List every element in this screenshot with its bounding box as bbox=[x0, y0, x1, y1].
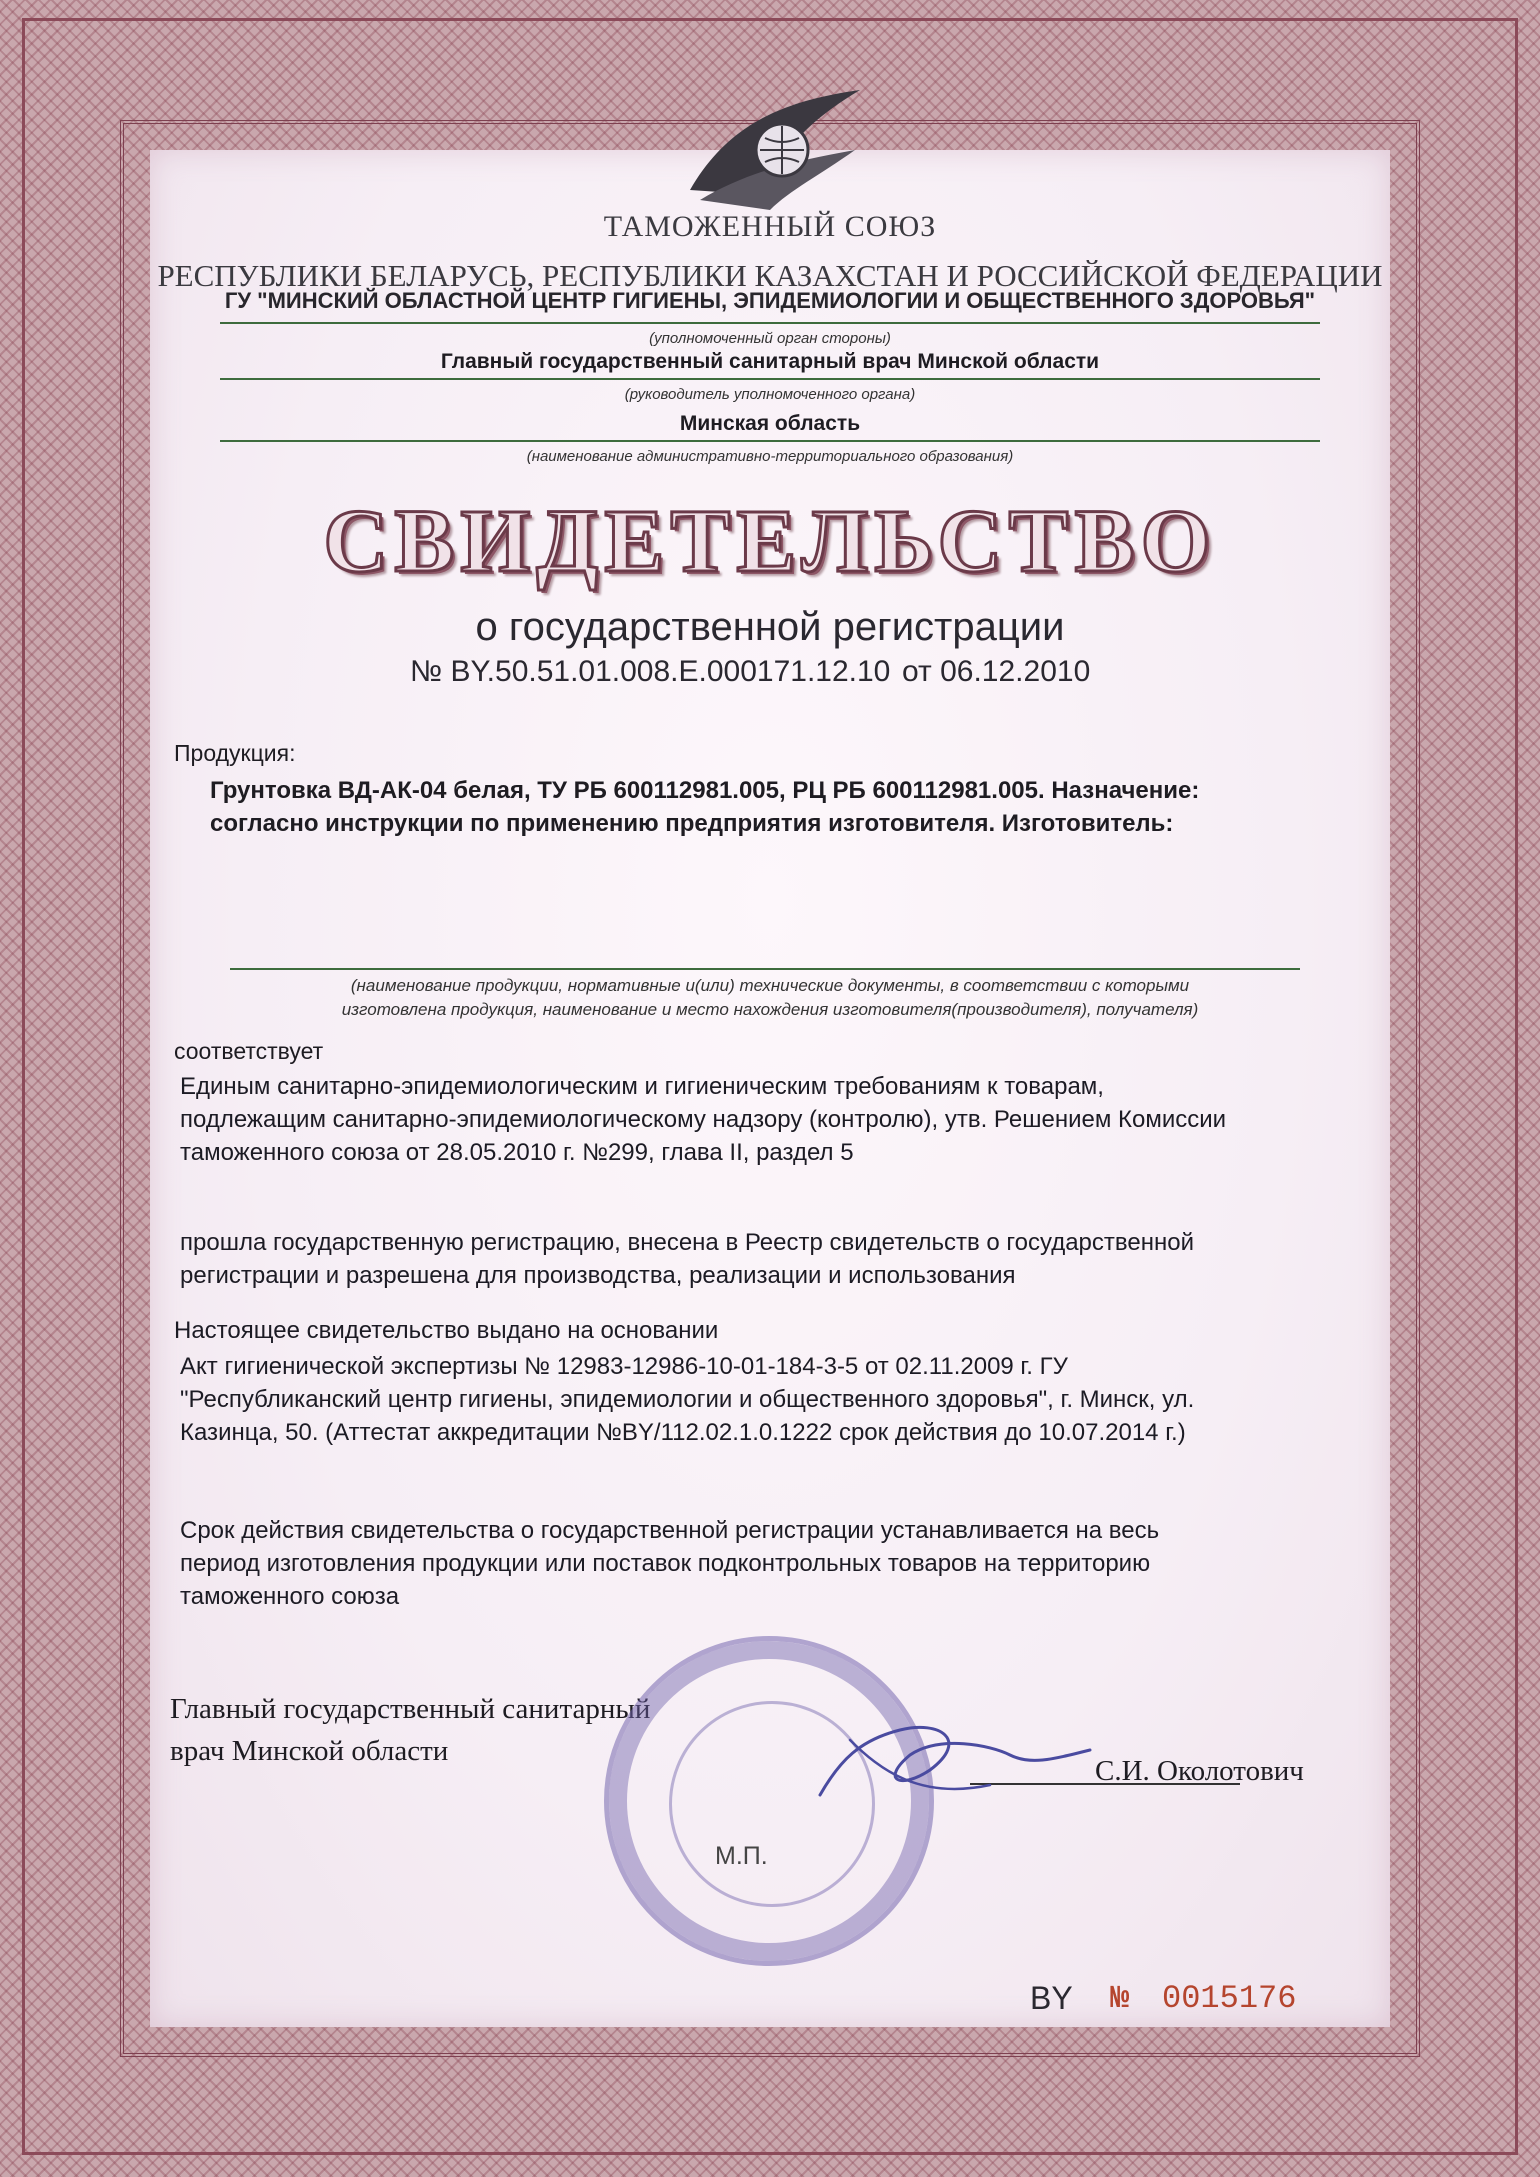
authority-name: ГУ "МИНСКИЙ ОБЛАСТНОЙ ЦЕНТР ГИГИЕНЫ, ЭПИДЕМИОЛОГИИ И ОБЩЕСТВЕННОГО ЗДОРОВЬЯ" bbox=[224, 288, 1316, 313]
region-rule bbox=[220, 440, 1320, 442]
product-label: Продукция: bbox=[174, 740, 296, 766]
region-name: Минская область bbox=[679, 412, 861, 435]
serial-number: 0015176 bbox=[1162, 1980, 1297, 2017]
certificate-subtitle: о государственной регистрации bbox=[475, 605, 1065, 649]
customs-union-emblem-icon bbox=[670, 80, 870, 220]
serial-country: BY bbox=[1030, 1980, 1073, 2016]
head-note: (руководитель уполномоченного органа) bbox=[624, 386, 916, 403]
signatory-line-2: врач Минской области bbox=[170, 1735, 449, 1767]
serial-no-sign: № bbox=[1110, 1980, 1130, 2017]
union-title: ТАМОЖЕННЫЙ СОЮЗ bbox=[603, 210, 937, 243]
signatory-name: С.И. Околотович bbox=[1095, 1755, 1304, 1787]
compliance-line-1: Единым санитарно-эпидемиологическим и гигиеническим требованиям к товарам, bbox=[180, 1073, 1104, 1100]
registration-line-2: регистрации и разрешена для производства, реализации и использования bbox=[180, 1262, 1016, 1289]
authority-note: (уполномоченный орган стороны) bbox=[649, 330, 891, 347]
product-note-1: (наименование продукции, нормативные и(или) технические документы, в соответствии с которыми bbox=[350, 976, 1190, 995]
registration-date: от 06.12.2010 bbox=[902, 655, 1091, 688]
registration-number: № BY.50.51.01.008.E.000171.12.10 bbox=[410, 655, 891, 688]
authority-rule bbox=[220, 322, 1320, 324]
validity-line-3: таможенного союза bbox=[180, 1583, 400, 1610]
basis-label: Настоящее свидетельство выдано на основании bbox=[174, 1317, 719, 1344]
compliance-line-3: таможенного союза от 28.05.2010 г. №299, глава II, раздел 5 bbox=[180, 1139, 854, 1166]
product-note-2: изготовлена продукция, наименование и место нахождения изготовителя(производителя), получателя) bbox=[341, 1000, 1199, 1019]
product-line-2: согласно инструкции по применению предприятия изготовителя. Изготовитель: bbox=[210, 810, 1174, 837]
compliance-line-2: подлежащим санитарно-эпидемиологическому надзору (контролю), утв. Решением Комиссии bbox=[180, 1106, 1227, 1133]
signature-icon bbox=[790, 1700, 1110, 1820]
head-title: Главный государственный санитарный врач Минской области bbox=[440, 350, 1100, 373]
basis-line-2: "Республиканский центр гигиены, эпидемиологии и общественного здоровья", г. Минск, ул. bbox=[180, 1386, 1195, 1413]
certificate-title: СВИДЕТЕЛЬСТВО bbox=[323, 492, 1217, 591]
basis-line-3: Казинца, 50. (Аттестат аккредитации №BY/112.02.1.0.1222 срок действия до 10.07.2014 г.) bbox=[180, 1419, 1186, 1446]
signatory-line-1: Главный государственный санитарный bbox=[170, 1693, 651, 1725]
republics-line: РЕСПУБЛИКИ БЕЛАРУСЬ, РЕСПУБЛИКИ КАЗАХСТАН И РОССИЙСКОЙ ФЕДЕРАЦИИ bbox=[157, 258, 1383, 293]
signatory-title bbox=[170, 1688, 650, 1772]
registration-line-1: прошла государственную регистрацию, внесена в Реестр свидетельств о государственной bbox=[180, 1229, 1194, 1256]
head-rule bbox=[220, 378, 1320, 380]
validity-line-2: период изготовления продукции или поставок подконтрольных товаров на территорию bbox=[180, 1550, 1151, 1577]
region-note: (наименование административно-территориального образования) bbox=[526, 448, 1014, 465]
stamp-place: М.П. bbox=[715, 1842, 768, 1870]
product-rule bbox=[230, 968, 1300, 970]
compliance-label: соответствует bbox=[174, 1038, 324, 1064]
validity-line-1: Срок действия свидетельства о государственной регистрации устанавливается на весь bbox=[180, 1517, 1160, 1544]
basis-line-1: Акт гигиенической экспертизы № 12983-12986-10-01-184-3-5 от 02.11.2009 г. ГУ bbox=[180, 1353, 1068, 1380]
product-line-1: Грунтовка ВД-АК-04 белая, ТУ РБ 600112981.005, РЦ РБ 600112981.005. Назначение: bbox=[210, 777, 1200, 804]
